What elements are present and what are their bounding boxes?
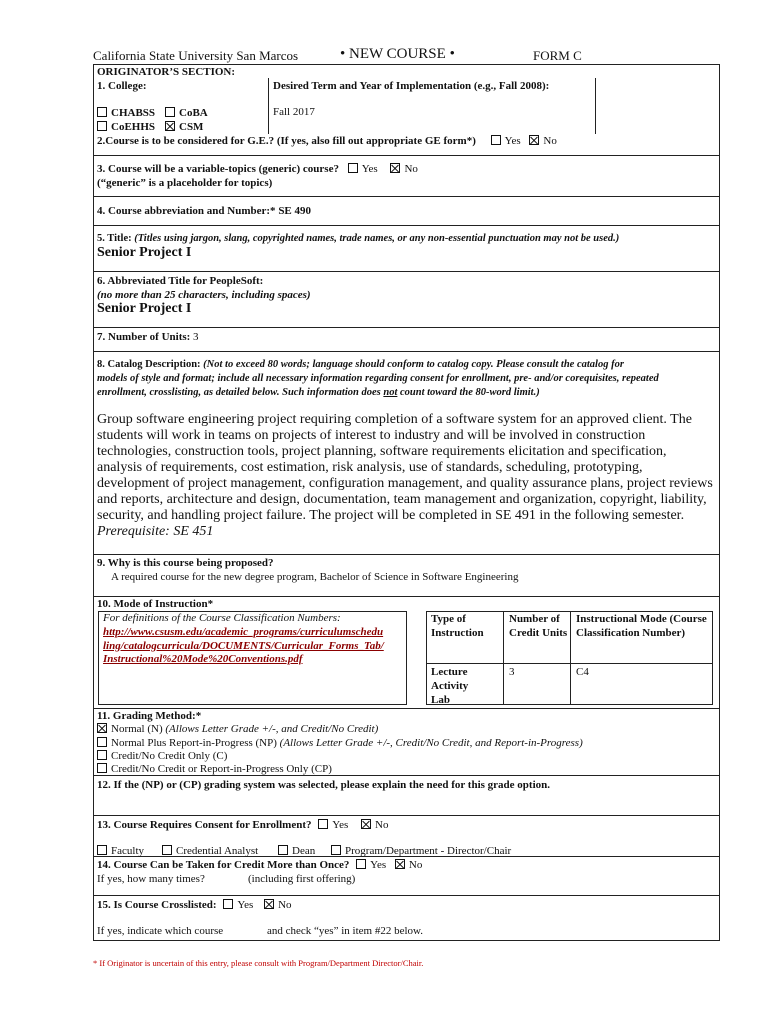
college-option-coehhs[interactable]: CoEHHS: [97, 121, 155, 133]
course-abbreviation: 4. Course abbreviation and Number:* SE 490: [97, 205, 312, 217]
form-id: FORM C: [533, 48, 582, 63]
form-type-title: • NEW COURSE •: [340, 46, 455, 62]
college-option-coba[interactable]: CoBA: [165, 107, 208, 119]
grading-method-label: 11. Grading Method:*: [97, 710, 202, 722]
abbreviated-title-label: 6. Abbreviated Title for PeopleSoft:: [97, 275, 264, 287]
college-divider: [268, 78, 269, 134]
divider: [93, 815, 720, 816]
consent-option-dean[interactable]: Dean: [278, 845, 315, 857]
table-col-divider: [570, 611, 571, 705]
checkbox-icon[interactable]: [318, 819, 328, 829]
abbreviated-title-note: (no more than 25 characters, including spaces): [97, 289, 311, 301]
university-name: California State University San Marcos: [93, 48, 299, 63]
instructional-mode-link[interactable]: http://www.csusm.edu/academic_programs/curriculumschedu ling/catalogcurricula/DOCUMENTS/Curricular_Forms_Tab/ Instructional%20Mode%20Conventions.pdf: [103, 626, 384, 665]
term-divider: [595, 78, 596, 134]
footnote: * If Originator is uncertain of this entry, please consult with Program/Department Director/Chair.: [93, 958, 424, 968]
divider: [93, 155, 720, 156]
repeat-times-label: If yes, how many times?: [97, 873, 205, 885]
checked-checkbox-icon[interactable]: [361, 819, 371, 829]
crosslist-check-note: and check “yes” in item #22 below.: [267, 925, 423, 937]
checkbox-icon[interactable]: [331, 845, 341, 855]
catalog-description-instructions: 8. Catalog Description: (Not to exceed 80 words; language should conform to catalog copy. Please consult the catalog for models of style and format; include all necessary information regarding consent for enrollment, pre- and/or corequisites, repeated enrollment, crosslisting, as detailed below. Such information does not count toward the 80-word limit.): [97, 359, 659, 398]
checkbox-icon[interactable]: [278, 845, 288, 855]
divider: [93, 554, 720, 555]
divider: [93, 351, 720, 352]
variable-topics-question: 3. Course will be a variable-topics (generic) course? Yes No: [97, 163, 418, 175]
checked-checkbox-icon[interactable]: [97, 723, 107, 733]
crosslisted-question: 15. Is Course Crosslisted: Yes No: [97, 899, 292, 911]
table-row-type: Lab: [431, 694, 450, 706]
table-header-divider: [426, 663, 713, 664]
divider: [93, 225, 720, 226]
divider: [93, 196, 720, 197]
divider: [93, 708, 720, 709]
units-question: 7. Number of Units: 3: [97, 331, 199, 343]
college-option-csm[interactable]: CSM: [165, 121, 203, 133]
checkbox-icon[interactable]: [165, 107, 175, 117]
course-title-value[interactable]: Senior Project I: [97, 245, 192, 260]
course-abbreviation-value[interactable]: SE 490: [278, 205, 312, 217]
units-value[interactable]: 3: [193, 331, 199, 343]
checked-checkbox-icon[interactable]: [395, 859, 405, 869]
consent-option-credential-analyst[interactable]: Credential Analyst: [162, 845, 258, 857]
desired-term-label: Desired Term and Year of Implementation (e.g., Fall 2008):: [273, 80, 550, 92]
checkbox-icon[interactable]: [97, 845, 107, 855]
college-option-chabss[interactable]: CHABSS: [97, 107, 155, 119]
table-row-type: Activity: [431, 680, 469, 692]
table-row-type: Lecture: [431, 666, 468, 678]
table-col-divider: [503, 611, 504, 705]
including-first-offering: (including first offering): [248, 873, 356, 885]
college-label: 1. College:: [97, 80, 147, 92]
divider: [93, 895, 720, 896]
col-instructional-mode: Instructional Mode (Course Classification Number): [576, 613, 707, 639]
checkbox-icon[interactable]: [162, 845, 172, 855]
divider: [93, 327, 720, 328]
desired-term-value[interactable]: Fall 2017: [273, 106, 315, 118]
checkbox-icon[interactable]: [97, 737, 107, 747]
table-row-units[interactable]: 3: [509, 666, 515, 678]
consent-option-program-chair[interactable]: Program/Department - Director/Chair: [331, 845, 511, 857]
mode-of-instruction-label: 10. Mode of Instruction*: [97, 598, 214, 610]
checkbox-icon[interactable]: [356, 859, 366, 869]
originator-section-title: ORIGINATOR’S SECTION:: [97, 66, 236, 78]
checkbox-icon[interactable]: [223, 899, 233, 909]
reason-label: 9. Why is this course being proposed?: [97, 557, 274, 569]
checkbox-icon[interactable]: [348, 163, 358, 173]
grading-explanation-label: 12. If the (NP) or (CP) grading system was selected, please explain the need for this grade option.: [97, 779, 550, 791]
checked-checkbox-icon[interactable]: [264, 899, 274, 909]
table-row-mode[interactable]: C4: [576, 666, 589, 678]
catalog-description-text[interactable]: Group software engineering project requiring completion of a software system for an approved client. The students will work in teams on projects of interest to industry and will be involved in construction technologies, construction tools, project planning, software requirements elicitation and specification, analysis of requirements, cost estimation, risk analysis, use of standards, scheduling, prototyping, development of project management, configuration management, and quality assurance plans, project reviews and reports, architecture and design, documentation, team management and organization, copyright, liability, security, and handling project failure. The project will be completed in SE 491 in the following semester. Prerequisite: SE 451: [97, 412, 713, 539]
title-question: 5. Title: (Titles using jargon, slang, copyrighted names, trade names, or any non-essential punctuation may not be used.): [97, 233, 620, 244]
checkbox-icon[interactable]: [97, 107, 107, 117]
grading-option-credit[interactable]: Credit/No Credit Only (C): [97, 750, 227, 762]
divider: [93, 271, 720, 272]
checked-checkbox-icon[interactable]: [529, 135, 539, 145]
reason-value[interactable]: A required course for the new degree program, Bachelor of Science in Software Engineering: [111, 571, 519, 583]
crosslist-course-label: If yes, indicate which course: [97, 925, 224, 937]
col-credit-units: Number of Credit Units: [509, 613, 568, 639]
divider: [93, 775, 720, 776]
prerequisite: Prerequisite: SE 451: [97, 524, 214, 539]
col-type-of-instruction: Type of Instruction: [431, 613, 484, 639]
checkbox-icon[interactable]: [97, 763, 107, 773]
grading-option-normal-plus[interactable]: Normal Plus Report-in-Progress (NP) (Allows Letter Grade +/-, Credit/No Credit, and Report-in-Progress): [97, 737, 583, 749]
consent-option-faculty[interactable]: Faculty: [97, 845, 144, 857]
grading-option-credit-rip[interactable]: Credit/No Credit or Report-in-Progress Only (CP): [97, 763, 332, 775]
definitions-text: For definitions of the Course Classification Numbers:: [103, 612, 341, 624]
checked-checkbox-icon[interactable]: [165, 121, 175, 131]
divider: [93, 596, 720, 597]
ge-question: 2.Course is to be considered for G.E.? (If yes, also fill out appropriate GE form*) Yes No: [97, 135, 557, 147]
abbreviated-title-value[interactable]: Senior Project I: [97, 301, 192, 316]
checkbox-icon[interactable]: [97, 121, 107, 131]
checked-checkbox-icon[interactable]: [390, 163, 400, 173]
checkbox-icon[interactable]: [97, 750, 107, 760]
consent-question: 13. Course Requires Consent for Enrollment? Yes No: [97, 819, 389, 831]
checkbox-icon[interactable]: [491, 135, 501, 145]
grading-option-normal[interactable]: Normal (N) (Allows Letter Grade +/-, and Credit/No Credit): [97, 723, 378, 735]
repeatable-question: 14. Course Can be Taken for Credit More than Once? Yes No: [97, 859, 423, 871]
generic-note: (“generic” is a placeholder for topics): [97, 177, 273, 189]
